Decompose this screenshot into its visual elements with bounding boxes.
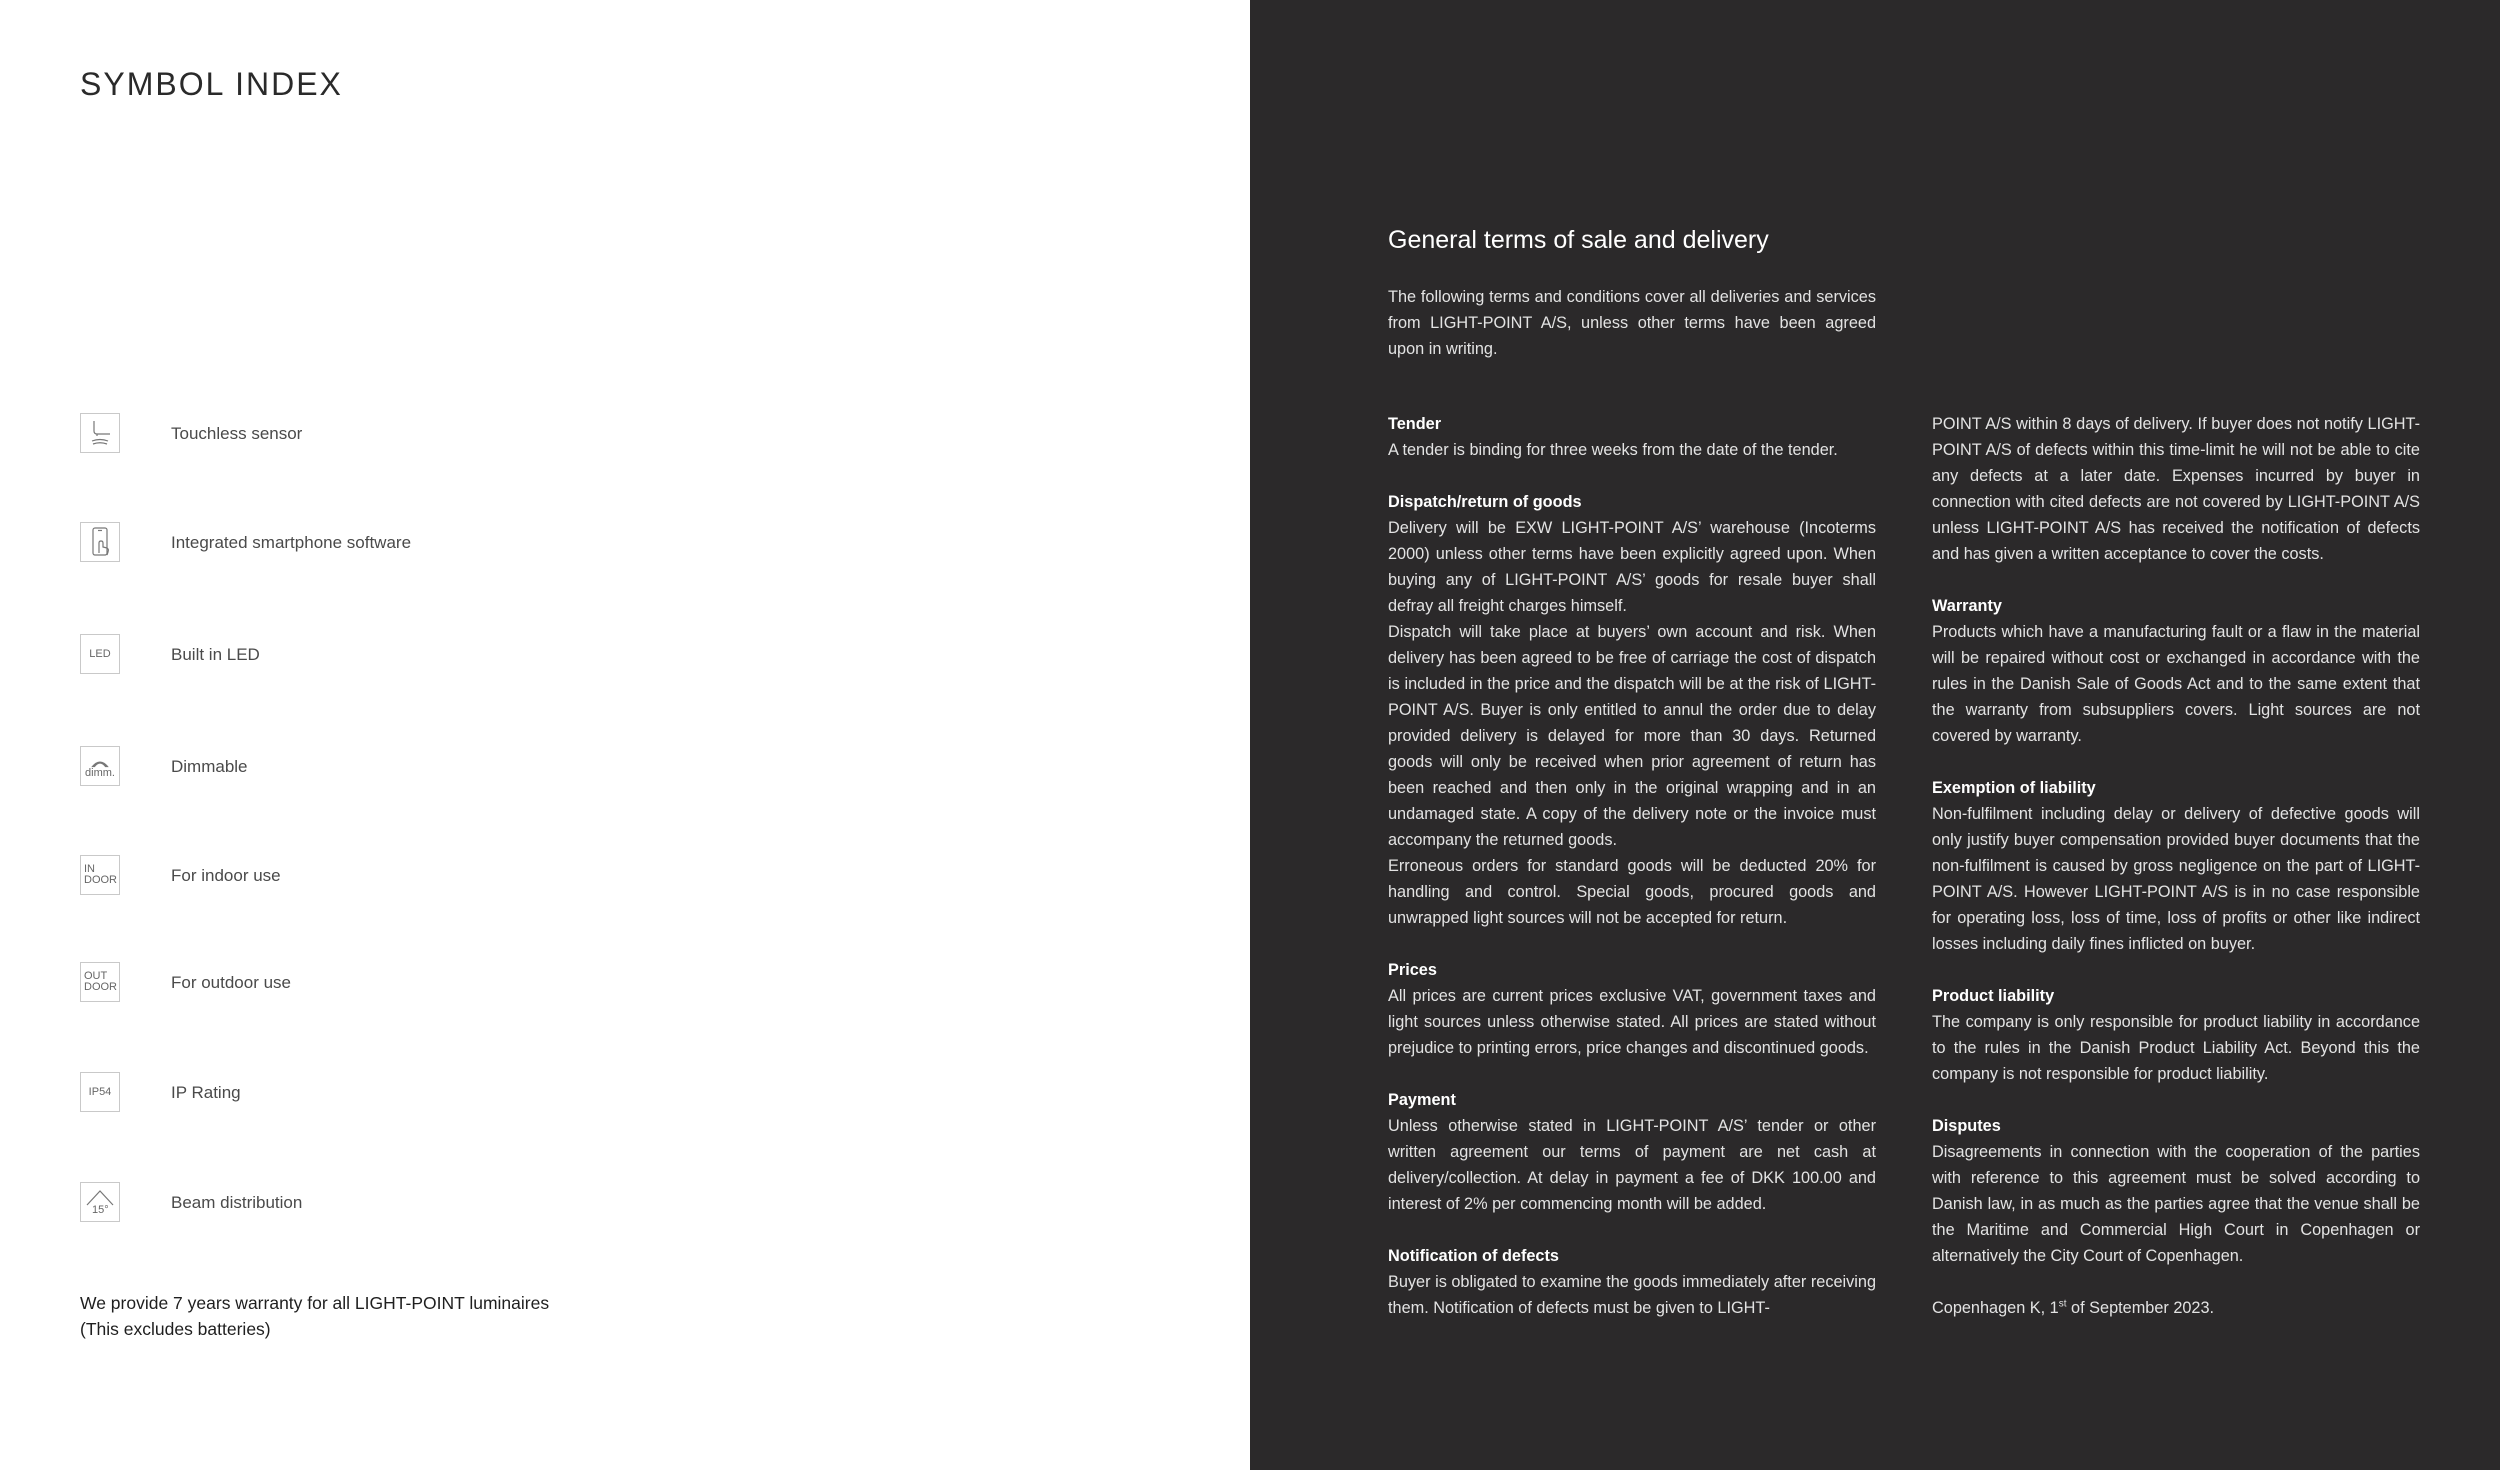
payment-text: Unless otherwise stated in LIGHT-POINT A/S’ tender or other written agreement our terms of payment are net cash at delivery/collection. At delay in payment a fee of DKK 100.00 and interest of 2% per commencing month will be added. xyxy=(1388,1117,1876,1213)
prices-heading: Prices xyxy=(1388,961,1437,979)
symbol-row-indoor xyxy=(80,855,780,897)
signoff-ordinal: st xyxy=(2058,1298,2067,1310)
indoor-icon-text-1: IN xyxy=(84,863,95,875)
dimmable-icon xyxy=(80,746,120,786)
warranty-text: Products which have a manufacturing fault or a flaw in the material will be repaired without cost or exchanged in accordance with the rules in the Danish Sale of Goods Act and to the same extent that the warranty from subsuppliers covers. Light sources are not covered by warranty. xyxy=(1932,623,2420,745)
terms-title: General terms of sale and delivery xyxy=(1388,226,1769,254)
led-icon-text: LED xyxy=(89,647,111,660)
dispatch-text-3: Erroneous orders for standard goods will be deducted 20% for handling and control. Special goods, procured goods and unwrapped light sources will not be accepted for return. xyxy=(1388,857,1876,927)
symbol-index-title: SYMBOL INDEX xyxy=(80,66,343,102)
symbol-label: Dimmable xyxy=(171,757,248,776)
terms-page xyxy=(1250,0,2500,1470)
tender-heading: Tender xyxy=(1388,415,1442,433)
terms-column-right xyxy=(1932,411,2420,1321)
symbol-row-smartphone xyxy=(80,522,780,564)
warranty-line-2: (This excludes batteries) xyxy=(80,1319,271,1339)
warranty-note xyxy=(80,1290,780,1342)
product-liability-heading: Product liability xyxy=(1932,987,2055,1005)
product-liability-text: The company is only responsible for product liability in accordance to the rules in the Danish Product Liability Act. Beyond this the company is not responsible for product liability. xyxy=(1932,1013,2420,1083)
payment-heading: Payment xyxy=(1388,1091,1456,1109)
outdoor-icon-text-1: OUT xyxy=(84,970,108,982)
terms-column-left xyxy=(1388,411,1876,1321)
symbol-label: For indoor use xyxy=(171,866,281,885)
signoff-date: of September 2023. xyxy=(2066,1299,2215,1317)
ip-rating-icon xyxy=(80,1072,120,1112)
notification-heading: Notification of defects xyxy=(1388,1247,1559,1265)
smartphone-icon xyxy=(80,522,120,562)
dispatch-text-1: Delivery will be EXW LIGHT-POINT A/S’ warehouse (Incoterms 2000) unless other terms have been explicitly agreed upon. When buying any of LIGHT-POINT A/S’ goods for resale buyer shall defray all freight charges himself. xyxy=(1388,519,1876,615)
touchless-sensor-icon xyxy=(80,413,120,453)
notification-text-a: Buyer is obligated to examine the goods immediately after receiving them. Notification of defects must be given to LIGHT- xyxy=(1388,1273,1876,1317)
disputes-text: Disagreements in connection with the cooperation of the parties with reference to this agreement must be solved according to Danish law, in as much as the parties agree that the venue shall be the Maritime and Commercial High Court in Copenhagen or alternatively the City Court of Copenhagen. xyxy=(1932,1143,2420,1265)
signoff xyxy=(1932,1295,2420,1321)
symbol-row-dimmable xyxy=(80,746,780,788)
symbol-row-beam-distribution xyxy=(80,1182,780,1224)
led-icon xyxy=(80,634,120,674)
exemption-heading: Exemption of liability xyxy=(1932,779,2096,797)
exemption-text: Non-fulfilment including delay or delivery of defective goods will only justify buyer compensation provided buyer documents that the non-fulfilment is caused by gross negligence on the part of LIGHT-POINT A/S. However LIGHT-POINT A/S is in no case responsible for operating loss, loss of time, loss of profits or other like indirect losses including daily fines inflicted on buyer. xyxy=(1932,805,2420,953)
indoor-icon xyxy=(80,855,120,895)
symbol-label: Built in LED xyxy=(171,645,260,664)
outdoor-icon xyxy=(80,962,120,1002)
ip-rating-icon-text: IP54 xyxy=(88,1085,112,1098)
dimmable-icon-text: dimm. xyxy=(85,766,115,779)
prices-text: All prices are current prices exclusive VAT, government taxes and light sources unless otherwise stated. All prices are stated without prejudice to printing errors, price changes and discontinued goods. xyxy=(1388,987,1876,1057)
symbol-label: Beam distribution xyxy=(171,1193,303,1212)
symbol-row-touchless-sensor xyxy=(80,413,780,455)
symbol-row-outdoor xyxy=(80,962,780,1004)
symbol-label: Touchless sensor xyxy=(171,424,303,443)
dispatch-text-2: Dispatch will take place at buyers’ own account and risk. When delivery has been agreed to be free of carriage the cost of dispatch is included in the price and the dispatch will be at the risk of LIGHT-POINT A/S. Buyer is only entitled to annul the order due to delay provided delivery is delayed for more than 30 days. Returned goods will only be received when prior agreement of return has been reached and then only in the original wrapping and in an undamaged state. A copy of the delivery note or the invoice must accompany the returned goods. xyxy=(1388,623,1876,849)
warranty-line-1: We provide 7 years warranty for all LIGHT-POINT luminaires xyxy=(80,1293,550,1313)
notification-text-b: POINT A/S within 8 days of delivery. If buyer does not notify LIGHT-POINT A/S of defects within this time-limit he will not be able to cite any defects at a later date. Expenses incurred by buyer in connection with cited defects are not covered by LIGHT-POINT A/S unless LIGHT-POINT A/S has received the notification of defects and has given a written acceptance to cover the costs. xyxy=(1932,415,2420,563)
terms-intro: The following terms and conditions cover all deliveries and services from LIGHT-POINT A/S, unless other terms have been agreed upon in writing. xyxy=(1388,288,1876,358)
symbol-label: Integrated smartphone software xyxy=(171,533,412,552)
symbol-row-ip-rating xyxy=(80,1072,780,1114)
dispatch-heading: Dispatch/return of goods xyxy=(1388,493,1582,511)
symbol-row-led xyxy=(80,634,780,676)
beam-distribution-icon-text: 15° xyxy=(92,1204,109,1216)
disputes-heading: Disputes xyxy=(1932,1117,2001,1135)
signoff-city: Copenhagen K, 1 xyxy=(1932,1299,2059,1317)
warranty-heading: Warranty xyxy=(1932,597,2002,615)
beam-distribution-icon xyxy=(80,1182,120,1222)
symbol-label: IP Rating xyxy=(171,1083,241,1102)
tender-text: A tender is binding for three weeks from the date of the tender. xyxy=(1388,441,1838,459)
outdoor-icon-text-2: DOOR xyxy=(84,981,117,993)
symbol-label: For outdoor use xyxy=(171,973,292,992)
indoor-icon-text-2: DOOR xyxy=(84,874,117,886)
